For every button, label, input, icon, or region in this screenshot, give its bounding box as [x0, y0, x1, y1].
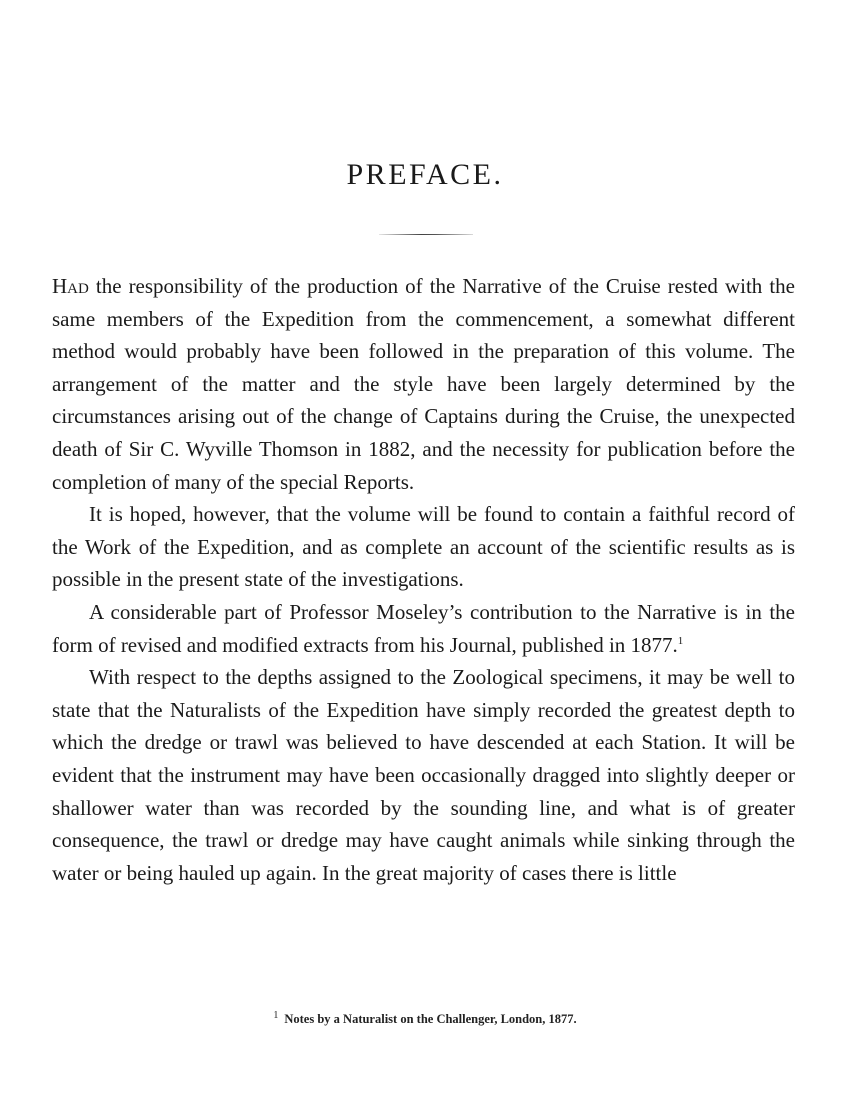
preface-body [52, 270, 795, 889]
paragraph-4: With respect to the depths assigned to the Zoological specimens, it may be well to state that the Naturalists of the Expedition have simply recorded the greatest depth to which the dredge or trawl was believed to have descended at each Station. It will be evident that the instrument may have been occasionally dragged into slightly deeper or shallower water than was recorded by the sounding line, and what is of greater consequence, the trawl or dredge may have caught animals while sinking through the water or being hauled up again. In the great majority of cases there is little [52, 665, 795, 885]
paragraph-3 [52, 596, 795, 661]
title-divider [379, 234, 473, 235]
footnote-mark: 1 [273, 1009, 279, 1021]
paragraph-1-text: the responsibility of the production of the Narrative of the Cruise rested with the same members of the Expedition from the commencement, a somewhat different method would probably have been followed in the preparation of this volume. The arrangement of the matter and the style have been largely determined by the circumstances arising out of the change of Captains during the Cruise, the unexpected death of Sir C. Wyville Thomson in 1882, and the necessity for publication before the completion of many of the special Reports. [52, 274, 795, 494]
paragraph-3-text: A considerable part of Professor Moseley’s contribution to the Narrative is in the form of revised and modified extracts from his Journal, published in 1877. [52, 599, 795, 657]
footnote-reference: 1 [677, 634, 684, 647]
footnote-text: Notes by a Naturalist on the Challenger, London, 1877. [284, 1012, 577, 1026]
page-title: PREFACE. [346, 158, 504, 191]
footnote [0, 1009, 850, 1027]
paragraph-2: It is hoped, however, that the volume will be found to contain a faithful record of the Work of the Expedition, and as complete an account of the scientific results as is possible in the present state of the investigations. [52, 502, 795, 592]
opening-word: Had [52, 274, 89, 298]
paragraph-1 [52, 270, 795, 498]
